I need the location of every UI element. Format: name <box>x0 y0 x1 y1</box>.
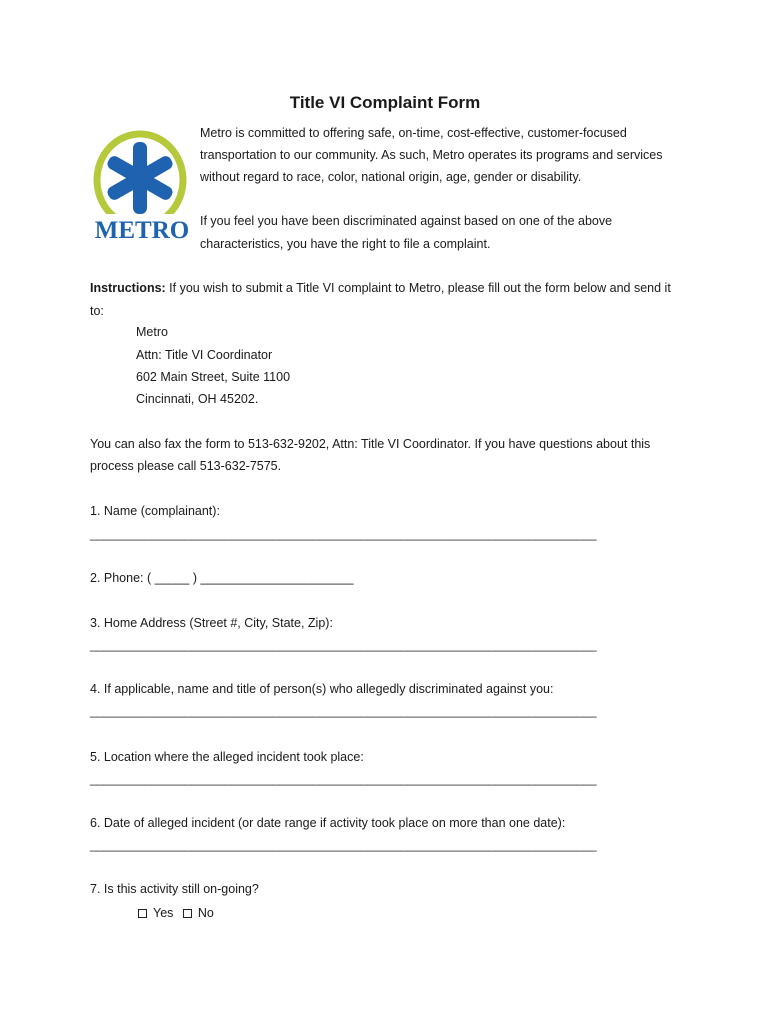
address-line-1: Metro <box>136 325 168 339</box>
metro-logo <box>90 128 194 246</box>
no-checkbox[interactable] <box>183 906 214 920</box>
checkbox-icon <box>183 909 192 918</box>
asterisk-icon <box>105 142 174 214</box>
intro-line-1: Metro is committed to offering safe, on-time, cost-effective, customer-focused <box>200 126 627 140</box>
question-7-ongoing: 7. Is this activity still on-going? <box>90 882 259 896</box>
question-5-location: 5. Location where the alleged incident took place: <box>90 750 364 764</box>
answer-line-5[interactable]: ___________________________________________________________________________ <box>90 772 597 786</box>
address-line-4: Cincinnati, OH 45202. <box>136 392 259 406</box>
answer-line-1[interactable]: ___________________________________________________________________________ <box>90 527 597 541</box>
page-title: Title VI Complaint Form <box>289 93 481 112</box>
logo-text: METRO <box>94 217 190 244</box>
answer-line-4[interactable]: ___________________________________________________________________________ <box>90 704 597 718</box>
question-6-date: 6. Date of alleged incident (or date range if activity took place on more than one date): <box>90 816 566 830</box>
intro-line-3: without regard to race, color, national origin, age, gender or disability. <box>200 170 582 184</box>
question-4-persons: 4. If applicable, name and title of person(s) who allegedly discriminated against you: <box>90 682 554 696</box>
question-3-address: 3. Home Address (Street #, City, State, Zip): <box>90 616 333 630</box>
answer-line-3[interactable]: ___________________________________________________________________________ <box>90 638 597 652</box>
intro-line-5: characteristics, you have the right to file a complaint. <box>200 237 491 251</box>
instructions-label: Instructions: <box>90 281 166 295</box>
checkbox-icon <box>138 909 147 918</box>
address-line-2: Attn: Title VI Coordinator <box>136 348 273 362</box>
yes-checkbox[interactable] <box>138 906 173 920</box>
ongoing-options <box>138 906 214 920</box>
yes-label: Yes <box>153 906 174 920</box>
intro-line-4: If you feel you have been discriminated against based on one of the above <box>200 214 613 228</box>
address-line-3: 602 Main Street, Suite 1100 <box>136 370 291 384</box>
intro-line-2: transportation to our community. As such, Metro operates its programs and services <box>200 148 663 162</box>
question-1-name: 1. Name (complainant): <box>90 504 220 518</box>
fax-line-1: You can also fax the form to 513-632-9202, Attn: Title VI Coordinator. If you have questions about this <box>90 437 651 451</box>
question-2-phone[interactable]: 2. Phone: ( _____ ) ______________________ <box>90 571 354 585</box>
instructions-line-1 <box>90 281 671 295</box>
answer-line-6[interactable]: ___________________________________________________________________________ <box>90 838 597 852</box>
fax-line-2: process please call 513-632-7575. <box>90 459 282 473</box>
instructions-line-2: to: <box>90 304 104 318</box>
no-label: No <box>197 906 214 920</box>
instructions-text: If you wish to submit a Title VI complaint to Metro, please fill out the form below and send it <box>165 281 671 295</box>
